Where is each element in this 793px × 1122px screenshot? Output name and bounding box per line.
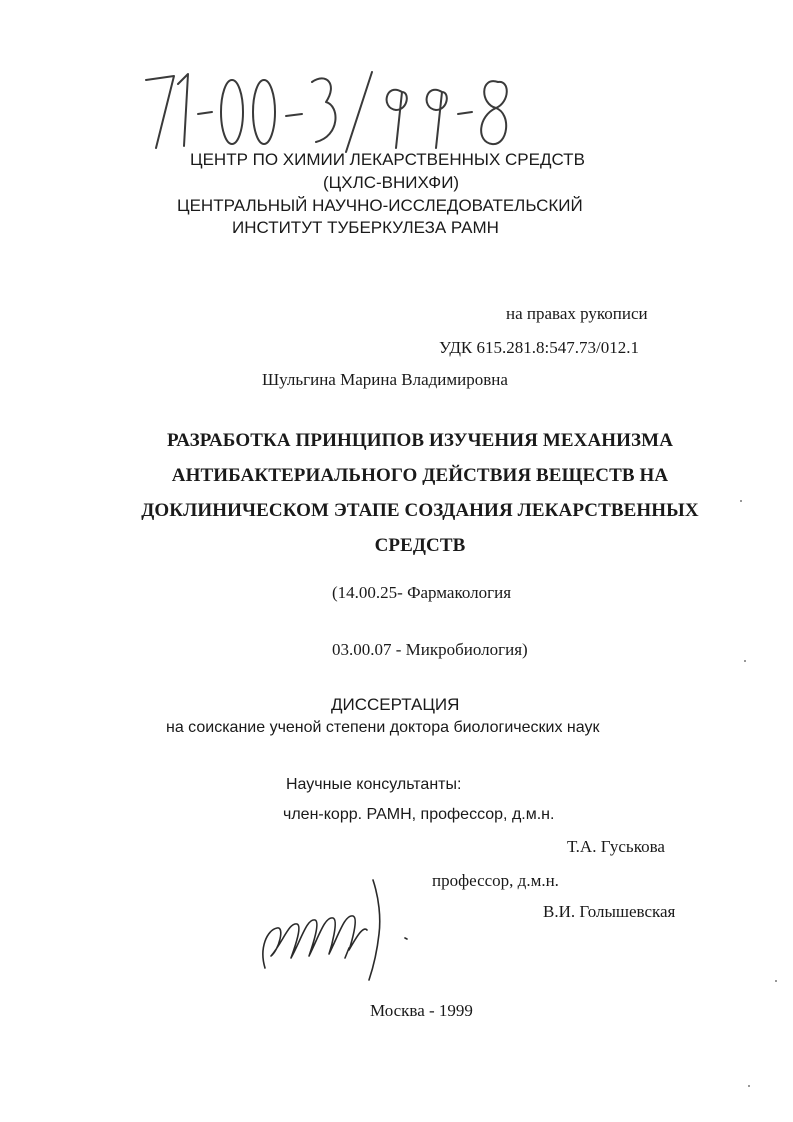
title-line: ДОКЛИНИЧЕСКОМ ЭТАПЕ СОЗДАНИЯ ЛЕКАРСТВЕННЫХ	[141, 500, 699, 521]
title-line: РАЗРАБОТКА ПРИНЦИПОВ ИЗУЧЕНИЯ МЕХАНИЗМА	[166, 430, 674, 451]
dissertation-title	[100, 423, 740, 563]
city-year: Москва - 1999	[370, 1001, 473, 1020]
specialty-code-1: (14.00.25- Фармакология	[332, 583, 512, 602]
scan-speck	[740, 500, 742, 502]
udk-code: УДК 615.281.8:547.73/012.1	[439, 338, 639, 357]
handwritten-archive-number	[140, 62, 520, 157]
title-line: СРЕДСТВ	[374, 535, 466, 556]
specialty-code-2: 03.00.07 - Микробиология)	[332, 640, 528, 659]
org-line-1: ЦЕНТР ПО ХИМИИ ЛЕКАРСТВЕННЫХ СРЕДСТВ	[190, 150, 585, 169]
consultant-1-name: Т.А. Гуськова	[567, 837, 665, 856]
manuscript-note: на правах рукописи	[506, 304, 648, 323]
author-signature	[255, 872, 420, 982]
consultants-heading: Научные консультанты:	[286, 776, 462, 793]
consultant-1-title: член-корр. РАМН, профессор, д.м.н.	[283, 806, 555, 823]
scan-speck	[775, 980, 777, 982]
scan-speck	[744, 660, 746, 662]
document-type: ДИССЕРТАЦИЯ	[331, 695, 460, 714]
org-line-2: (ЦХЛС-ВНИХФИ)	[323, 173, 460, 192]
consultant-2-title: профессор, д.м.н.	[432, 871, 559, 890]
org-line-3: ЦЕНТРАЛЬНЫЙ НАУЧНО-ИССЛЕДОВАТЕЛЬСКИЙ	[177, 196, 583, 215]
title-line: АНТИБАКТЕРИАЛЬНОГО ДЕЙСТВИЯ ВЕЩЕСТВ НА	[171, 465, 669, 486]
author-name: Шульгина Марина Владимировна	[262, 370, 508, 389]
consultant-2-name: В.И. Голышевская	[543, 902, 676, 921]
degree-line: на соискание ученой степени доктора биологических наук	[166, 719, 600, 736]
scan-speck	[748, 1085, 750, 1087]
org-line-4: ИНСТИТУТ ТУБЕРКУЛЕЗА РАМН	[232, 218, 499, 237]
